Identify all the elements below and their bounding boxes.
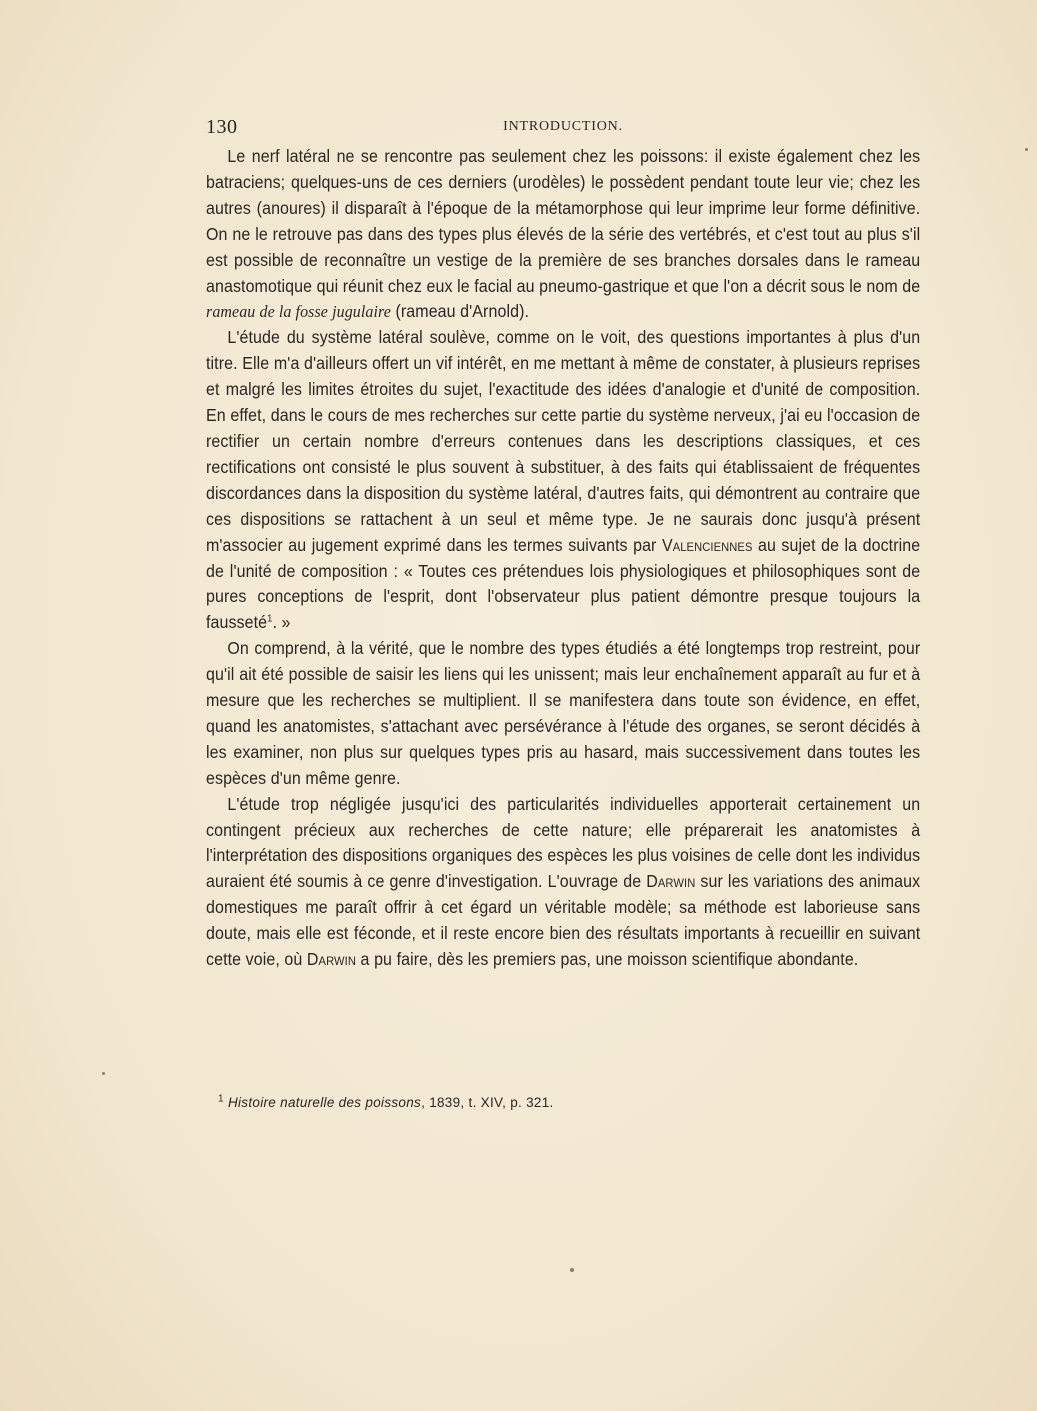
running-head: INTRODUCTION. — [503, 119, 623, 134]
paragraph-1-text-end: (rameau d'Arnold). — [390, 301, 530, 322]
footnote-ref: 1 — [267, 613, 273, 625]
page-header — [206, 116, 920, 140]
paragraph-1-text: Le nerf latéral ne se rencontre pas seulement chez les poissons: il existe également chez les batraciens; quelques-uns de ces derniers (urodèles) le possèdent pendant toute leur vie; chez les autres (anoures) il disparaît à l'époque de la métamorphose qui leur imprime leur forme définitive. On ne le retrouve pas dans des types plus élevés de la série des vertébrés, et c'est tout au plus s'il est possible de reconnaître un vestige de la première de ses branches dorsales dans le rameau anastomotique qui réunit chez eux le facial au pneumo-gastrique et que l'on a décrit sous le nom de — [206, 146, 921, 296]
footnote — [218, 1095, 918, 1110]
paragraph-4-text-end: a pu faire, dès les premiers pas, une moisson scientifique abondante. — [356, 949, 859, 970]
paragraph-3: On comprend, à la vérité, que le nombre des types étudiés a été longtemps trop restreint, pour qu'il ait été possible de saisir les liens qui les unissent; mais leur enchaînement apparaît au fur et à mesure que les recherches se multiplient. Il se manifestera dans toute son évidence, en effet, quand les anatomistes, s'attachant avec persévérance à l'étude des organes, se seront décidés à les examiner, non plus sur quelques types pris au hasard, mais successivement dans toutes les espèces d'un même genre. — [206, 638, 921, 788]
page-number: 130 — [206, 116, 238, 138]
paragraph-4-text: L'étude trop négligée jusqu'ici des particularités individuelles apporterait certainement un contingent précieux aux recherches de cette nature; elle préparerait les anatomistes à l'interprétation des dispositions organiques des espèces les plus voisines de celle dont les individus auraient été soumis à ce genre d'investigation. L'ouvrage de — [206, 793, 921, 892]
paragraph-2-text: L'étude du système latéral soulève, comme on le voit, des questions importantes à plus d'un titre. Elle m'a d'ailleurs offert un vif intérêt, en me mettant à même de constater, à plusieurs reprises et malgré les limites étroites du sujet, l'exactitude des idées d'analogie et d'unité de composition. En effet, dans le cours de mes recherches sur cette partie du système nerveux, j'ai eu l'occasion de rectifier un certain nombre d'erreurs contenues dans les descriptions classiques, et ces rectifications ont consisté le plus souvent à substituer, à des faits qui établissaient de fréquentes discordances dans la disposition du système latéral, d'autres faits, qui démontrent au contraire que ces dispositions se rattachent à un seul et même type. Je ne saurais donc jusqu'à présent m'associer au jugement exprimé dans les termes suivants par — [206, 327, 921, 555]
paragraph-1 — [206, 144, 920, 325]
speck — [570, 1268, 574, 1272]
paragraph-4 — [206, 792, 920, 973]
author-darwin: Darwin — [646, 871, 696, 892]
footnote-marker: 1 — [218, 1093, 224, 1105]
italic-term: rameau de la fosse jugulaire — [206, 302, 391, 322]
paragraph-4-text-middle: sur les variations des animaux domestiques me paraît offrir à cet égard un véritable modèle; sa méthode est laborieuse sans doute, mais elle est féconde, et il reste encore bien des résultats importants à recueillir en suivant cette voie, où — [206, 871, 921, 970]
speck — [1025, 148, 1028, 151]
paragraph-2 — [206, 325, 920, 636]
body-text — [206, 144, 920, 973]
author-darwin-2: Darwin — [306, 949, 357, 970]
paragraph-2-quote-end: . » — [272, 612, 291, 633]
footnote-details: , 1839, t. XIV, p. 321. — [421, 1095, 554, 1110]
speck — [102, 1072, 105, 1075]
footnote-title: Histoire naturelle des poissons — [227, 1095, 422, 1110]
paragraph-2-quote: au sujet de la doctrine de l'unité de composition : « Toutes ces prétendues lois physiologiques et philosophiques sont de pures conceptions de l'esprit, dont l'observateur plus patient démontre presque toujours la fausseté — [206, 534, 921, 633]
author-valenciennes: Valenciennes — [661, 534, 753, 555]
